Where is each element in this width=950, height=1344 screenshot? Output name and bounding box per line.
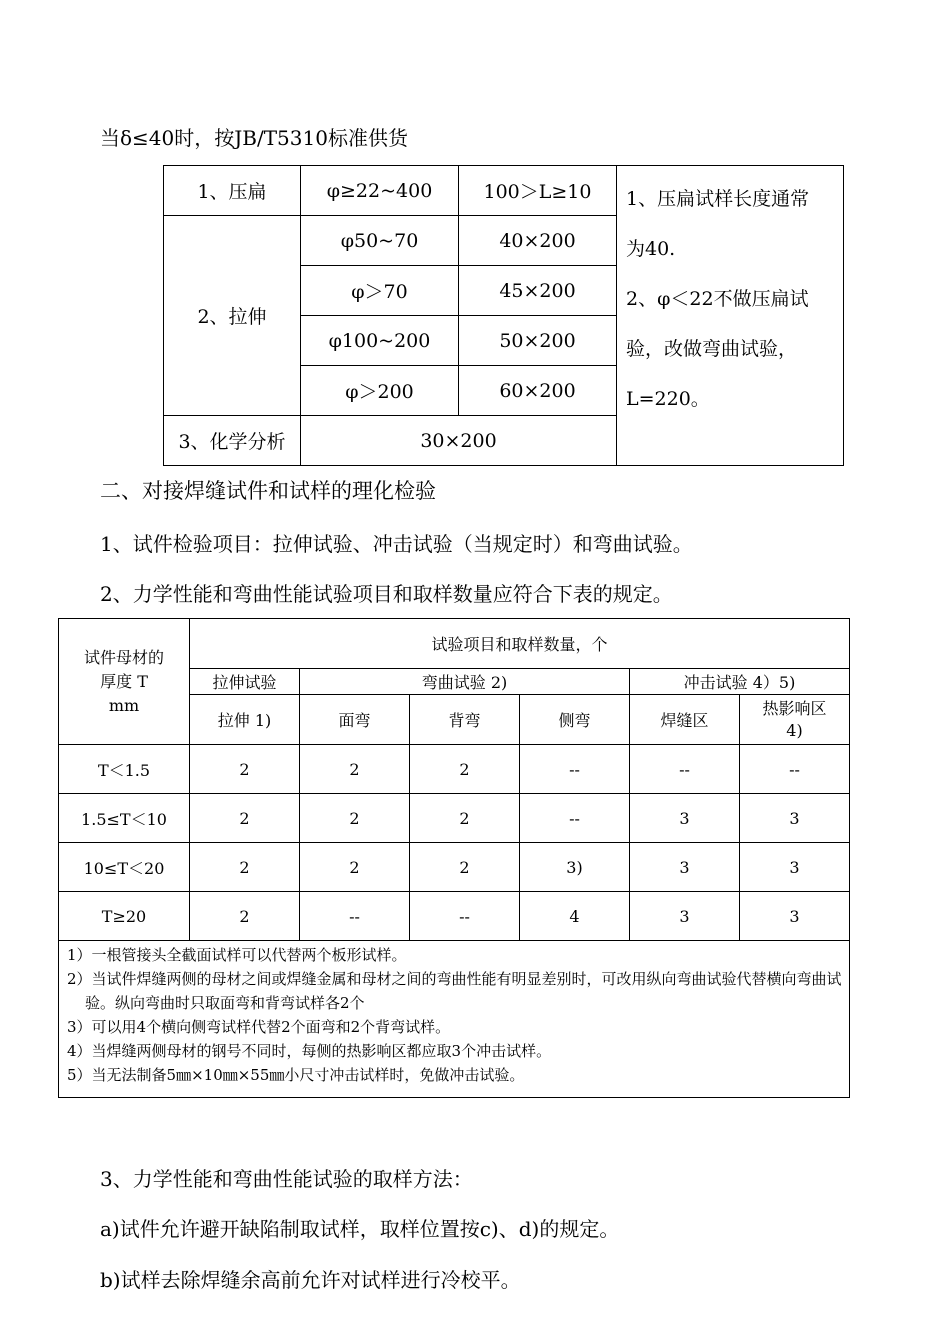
table-footnotes bbox=[59, 941, 850, 1098]
table-cell: 3 bbox=[740, 843, 850, 892]
table-cell: -- bbox=[520, 794, 630, 843]
header-text: 热影响区 bbox=[762, 698, 827, 718]
table-cell: 2 bbox=[190, 745, 300, 794]
cell-size: 30×200 bbox=[301, 416, 617, 466]
cell-size: 45×200 bbox=[459, 266, 617, 316]
table-cell: 2 bbox=[300, 843, 410, 892]
table-cell: T≥20 bbox=[59, 892, 190, 941]
note-line: L=220。 bbox=[626, 388, 710, 410]
table1-note bbox=[617, 166, 844, 466]
table-cell: 2 bbox=[410, 745, 520, 794]
cell-size: 40×200 bbox=[459, 216, 617, 266]
cell-item: 3、化学分析 bbox=[164, 416, 301, 466]
section-heading: 二、对接焊缝试件和试样的理化检验 bbox=[100, 479, 436, 503]
group-header: 弯曲试验 2) bbox=[300, 669, 630, 695]
table-cell: 3 bbox=[630, 892, 740, 941]
header-text: 厚度 T bbox=[100, 671, 148, 691]
header-text: 试件母材的 bbox=[83, 647, 164, 667]
table-cell: -- bbox=[630, 745, 740, 794]
group-header: 拉伸试验 bbox=[190, 669, 300, 695]
table-cell: 1.5≤T＜10 bbox=[59, 794, 190, 843]
table-cell: -- bbox=[740, 745, 850, 794]
note-line: 验，改做弯曲试验， bbox=[626, 338, 798, 360]
sub-header bbox=[740, 695, 850, 745]
table-cell: 3 bbox=[630, 843, 740, 892]
cell-spec: φ50~70 bbox=[301, 216, 459, 266]
table-cell: 2 bbox=[410, 843, 520, 892]
group-header: 冲击试验 4）5) bbox=[630, 669, 850, 695]
sub-header: 侧弯 bbox=[520, 695, 630, 745]
cell-spec: φ＞200 bbox=[301, 366, 459, 416]
table-cell: -- bbox=[520, 745, 630, 794]
cell-spec: φ≥22~400 bbox=[301, 166, 459, 216]
sampling-size-table bbox=[163, 165, 844, 466]
note-line: 2、φ＜22不做压扁试 bbox=[626, 288, 809, 310]
header-text: 4) bbox=[786, 720, 803, 740]
cell-item: 1、压扁 bbox=[164, 166, 301, 216]
footnote: 2）当试件焊缝两侧的母材之间或焊缝金属和母材之间的弯曲性能有明显差别时，可改用纵向弯曲试验代替横向弯曲试验。纵向弯曲时只取面弯和背弯试样各2个 bbox=[67, 970, 842, 1012]
cell-size: 60×200 bbox=[459, 366, 617, 416]
sub-header: 背弯 bbox=[410, 695, 520, 745]
table-cell: 4 bbox=[520, 892, 630, 941]
table-cell: 2 bbox=[300, 794, 410, 843]
sub-header: 面弯 bbox=[300, 695, 410, 745]
table-cell: 3) bbox=[520, 843, 630, 892]
footnote: 5）当无法制备5㎜×10㎜×55㎜小尺寸冲击试样时，免做冲击试验。 bbox=[67, 1066, 525, 1084]
test-items-table bbox=[58, 618, 850, 1098]
footnote: 3）可以用4个横向侧弯试样代替2个面弯和2个背弯试样。 bbox=[67, 1018, 451, 1036]
table-cell: 2 bbox=[410, 794, 520, 843]
table-cell: 2 bbox=[300, 745, 410, 794]
table-cell: 3 bbox=[630, 794, 740, 843]
table-cell: 3 bbox=[740, 794, 850, 843]
paragraph: 1、试件检验项目：拉伸试验、冲击试验（当规定时）和弯曲试验。 bbox=[100, 532, 693, 556]
table-cell: 2 bbox=[190, 794, 300, 843]
cell-item: 2、拉伸 bbox=[164, 216, 301, 416]
table-cell: 2 bbox=[190, 892, 300, 941]
intro-line: 当δ≤40时，按JB/T5310标准供货 bbox=[100, 126, 408, 150]
table-cell: -- bbox=[300, 892, 410, 941]
paragraph: 3、力学性能和弯曲性能试验的取样方法： bbox=[100, 1167, 473, 1191]
cell-spec: φ100~200 bbox=[301, 316, 459, 366]
cell-spec: φ＞70 bbox=[301, 266, 459, 316]
thickness-header bbox=[59, 619, 190, 745]
table-cell: 10≤T＜20 bbox=[59, 843, 190, 892]
paragraph: b)试样去除焊缝余高前允许对试样进行冷校平。 bbox=[100, 1268, 521, 1292]
items-header: 试验项目和取样数量，个 bbox=[190, 619, 850, 669]
paragraph: 2、力学性能和弯曲性能试验项目和取样数量应符合下表的规定。 bbox=[100, 582, 673, 606]
sub-header: 焊缝区 bbox=[630, 695, 740, 745]
paragraph: a)试件允许避开缺陷制取试样，取样位置按c)、d)的规定。 bbox=[100, 1217, 620, 1241]
cell-size: 100＞L≥10 bbox=[459, 166, 617, 216]
sub-header: 拉伸 1) bbox=[190, 695, 300, 745]
table-cell: -- bbox=[410, 892, 520, 941]
footnote: 1）一根管接头全截面试样可以代替两个板形试样。 bbox=[67, 946, 407, 964]
note-line: 为40. bbox=[626, 238, 676, 260]
table-cell: 3 bbox=[740, 892, 850, 941]
header-text: mm bbox=[108, 695, 140, 715]
table-cell: 2 bbox=[190, 843, 300, 892]
footnote: 4）当焊缝两侧母材的钢号不同时，每侧的热影响区都应取3个冲击试样。 bbox=[67, 1042, 552, 1060]
note-line: 1、压扁试样长度通常 bbox=[626, 188, 810, 210]
table-cell: T＜1.5 bbox=[59, 745, 190, 794]
cell-size: 50×200 bbox=[459, 316, 617, 366]
